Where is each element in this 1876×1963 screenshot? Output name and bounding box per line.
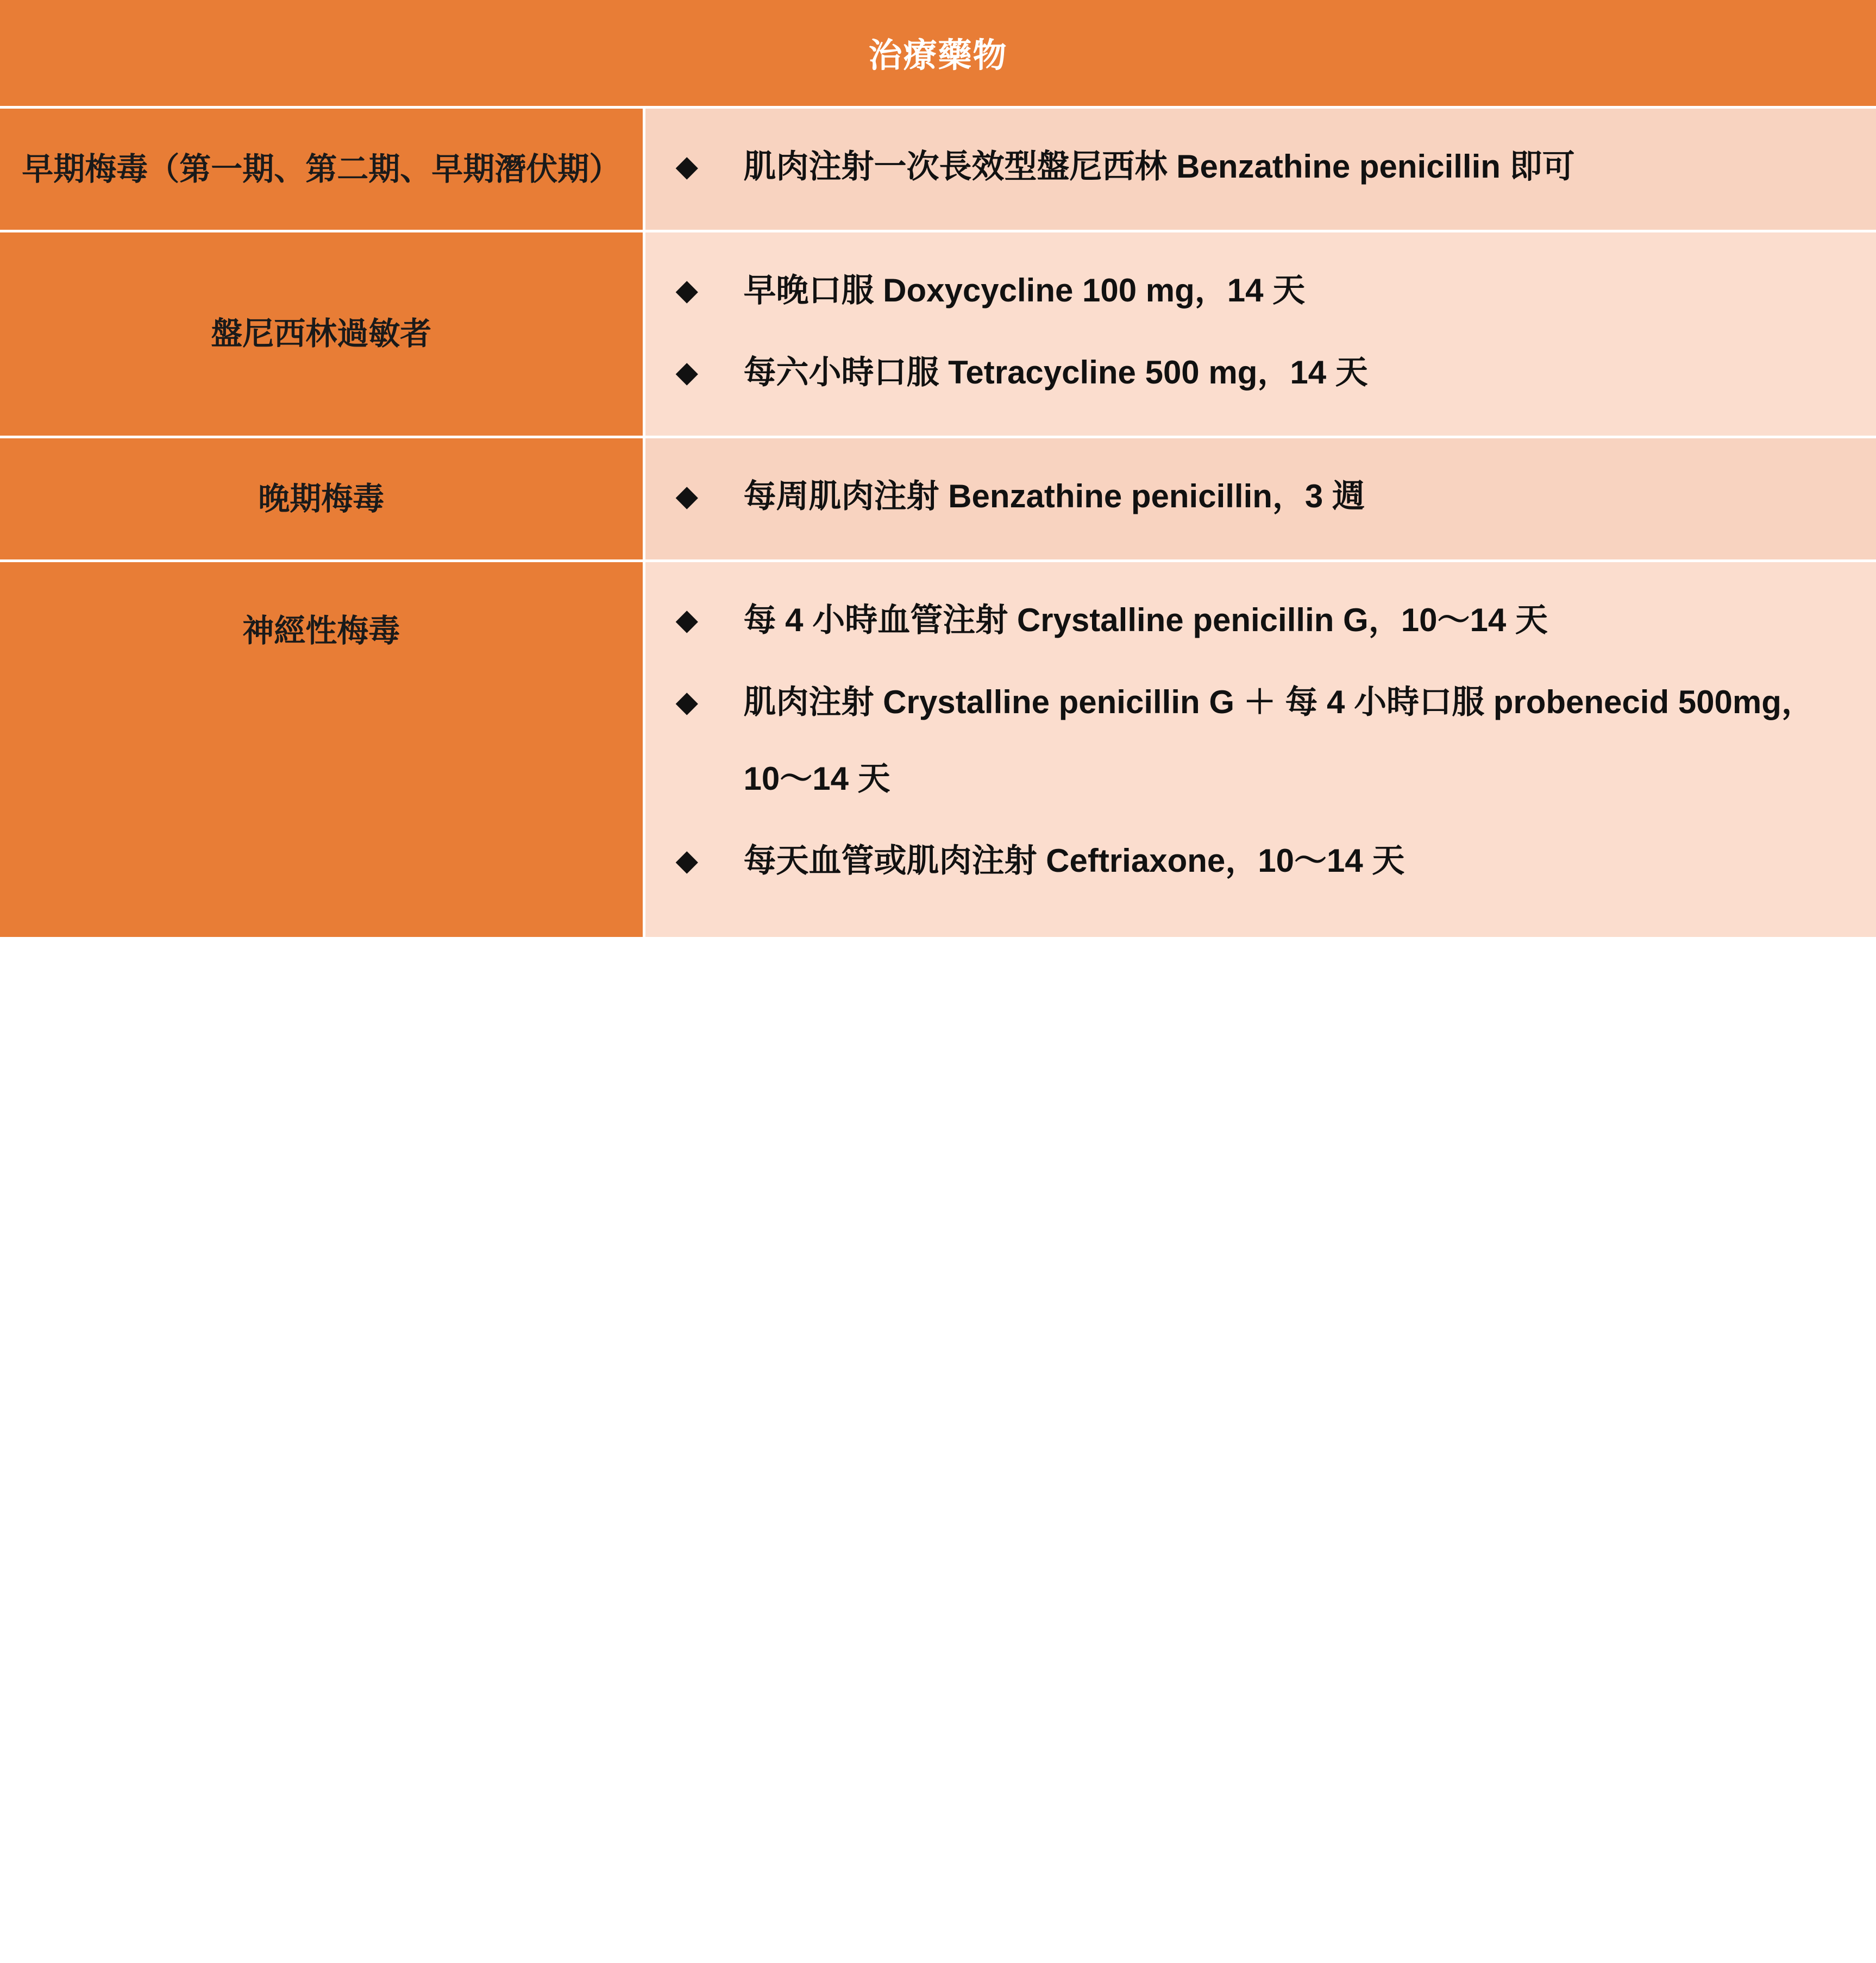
row-content-neurosyphilis (644, 561, 1876, 938)
list-item-text: 肌肉注射 Crystalline penicillin G ＋ 每 4 小時口服 probenecid 500mg，10～14 天 (743, 684, 1814, 797)
row-label-penicillin-allergy: 盤尼西林過敏者 (0, 231, 644, 437)
bullet-list (676, 252, 1839, 411)
row-content-early-syphilis (644, 108, 1876, 231)
table-row (0, 108, 1876, 231)
list-item (676, 334, 1839, 411)
bullet-list (676, 128, 1839, 205)
diamond-bullet-icon: ◆ (675, 844, 699, 877)
table-row (0, 561, 1876, 938)
diamond-bullet-icon: ◆ (675, 480, 699, 512)
list-item (676, 252, 1839, 329)
diamond-bullet-icon: ◆ (675, 685, 699, 718)
list-item (676, 582, 1839, 658)
table-header-title: 治療藥物 (0, 0, 1876, 108)
list-item (676, 128, 1839, 205)
list-item (676, 822, 1839, 899)
list-item-text: 早晚口服 Doxycycline 100 mg，14 天 (743, 272, 1306, 309)
list-item-text: 每六小時口服 Tetracycline 500 mg，14 天 (743, 354, 1368, 391)
diamond-bullet-icon: ◆ (675, 356, 699, 388)
treatment-table (0, 0, 1876, 937)
row-content-penicillin-allergy (644, 231, 1876, 437)
table-row (0, 437, 1876, 561)
row-label-late-syphilis: 晚期梅毒 (0, 437, 644, 561)
list-item (676, 664, 1839, 817)
diamond-bullet-icon: ◆ (675, 274, 699, 306)
list-item-text: 每 4 小時血管注射 Crystalline penicillin G，10～14 天 (743, 602, 1548, 638)
table-row (0, 231, 1876, 437)
row-label-early-syphilis: 早期梅毒（第一期、第二期、早期潛伏期） (0, 108, 644, 231)
list-item (676, 458, 1839, 534)
diamond-bullet-icon: ◆ (675, 150, 699, 183)
bullet-list (676, 582, 1839, 899)
list-item-text: 肌肉注射一次長效型盤尼西林 Benzathine penicillin 即可 (743, 148, 1575, 185)
row-label-neurosyphilis: 神經性梅毒 (0, 561, 644, 938)
bullet-list (676, 458, 1839, 534)
list-item-text: 每周肌肉注射 Benzathine penicillin，3 週 (743, 478, 1365, 514)
list-item-text: 每天血管或肌肉注射 Ceftriaxone，10～14 天 (743, 842, 1405, 879)
diamond-bullet-icon: ◆ (675, 603, 699, 636)
table-header-row (0, 0, 1876, 108)
row-content-late-syphilis (644, 437, 1876, 561)
